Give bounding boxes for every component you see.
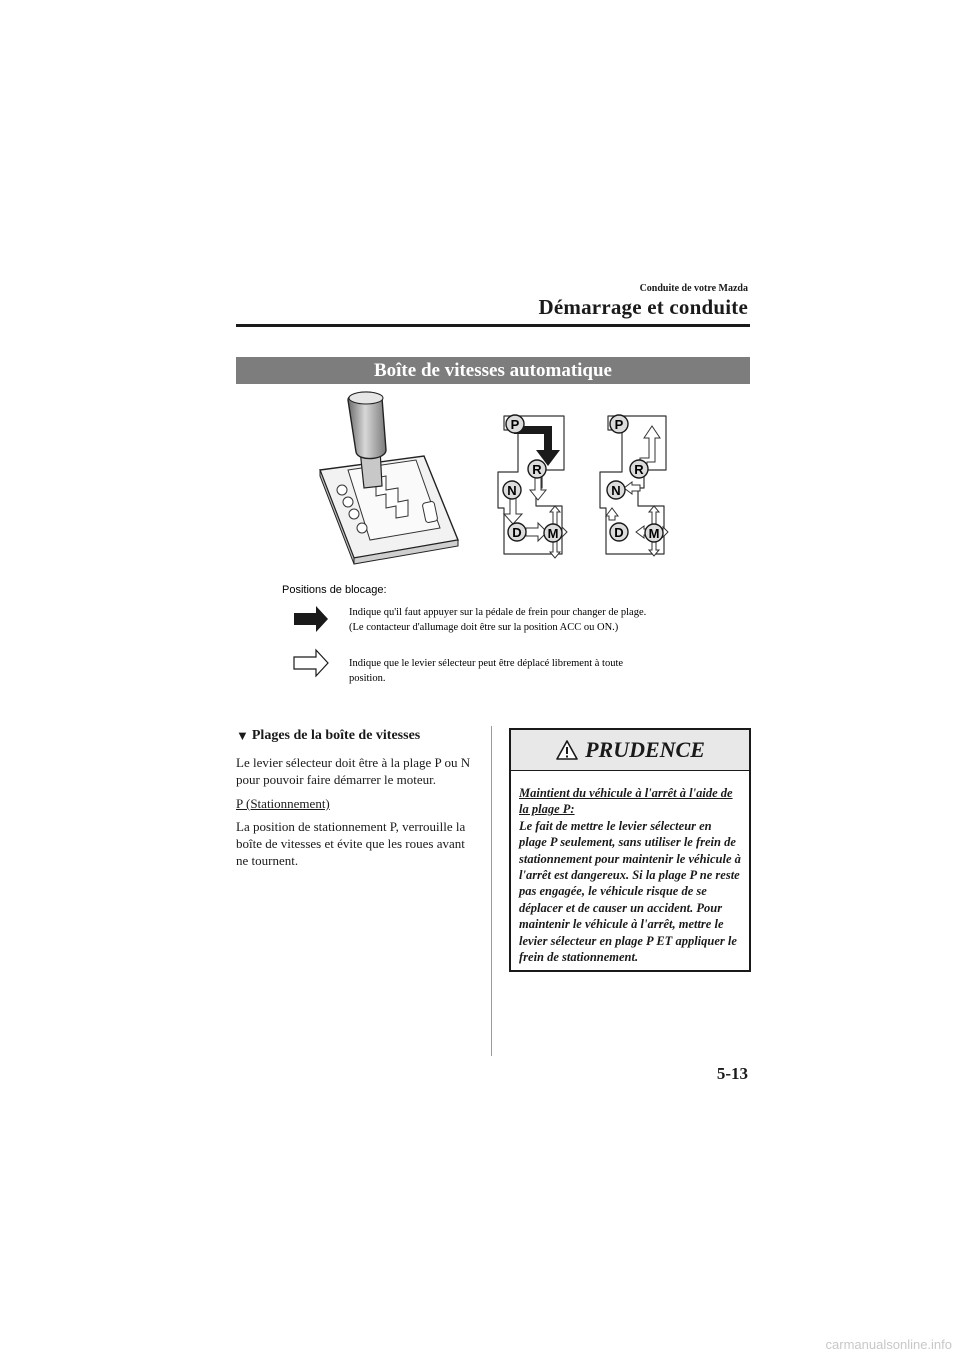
section-heading <box>236 728 476 744</box>
page-number: 5-13 <box>716 1064 748 1083</box>
chapter-title: Démarrage et conduite <box>538 295 748 319</box>
filled-arrow-icon <box>294 606 328 632</box>
shift-gate-figure <box>236 390 750 710</box>
outline-arrow-icon <box>294 650 328 676</box>
legend-brake-line2: (Le contacteur d'allumage doit être sur la position ACC ou ON.) <box>349 622 619 633</box>
gate1-letter-d: D <box>512 525 522 540</box>
intro-paragraph: Le levier sélecteur doit être à la plage P ou N pour pouvoir faire démarrer le moteur. <box>236 755 471 787</box>
gate2-letter-d: D <box>614 525 624 540</box>
warning-triangle-icon <box>555 739 579 761</box>
gate2-letter-p: P <box>614 417 624 432</box>
section-heading-text: Plages de la boîte de vitesses <box>251 728 421 743</box>
gate1-letter-p: P <box>510 417 520 432</box>
caution-box <box>509 728 751 972</box>
caution-text: Le fait de mettre le levier sélecteur en plage P seulement, sans utiliser le frein de stationnement pour maintenir le véhicule à l'arrêt est dangereux. Si la plage P ne reste pas engagée, le véhicule risque de se déplacer et de causer un accident. Pour maintenir le véhicule à l'arrêt, mettre le levier sélecteur en plage P ET appliquer le frein de stationnement. <box>519 818 741 965</box>
legend-free-line1: Indique que le levier sélecteur peut être déplacé librement à toute <box>349 658 624 669</box>
legend-brake-line1: Indique qu'il faut appuyer sur la pédale de frein pour changer de plage. <box>349 607 647 618</box>
chapter-label: Conduite de votre Mazda <box>639 283 748 294</box>
park-subheading: P (Stationnement) <box>236 796 330 811</box>
gate1-letter-n: N <box>507 483 517 498</box>
caution-body <box>511 771 749 965</box>
gate2-letter-m: M <box>648 526 660 541</box>
legend-free-line2: position. <box>349 673 386 684</box>
shift-lever-illustration <box>320 392 458 564</box>
gate2-letter-n: N <box>611 483 621 498</box>
gate1-letter-m: M <box>547 526 559 541</box>
legend-title: Positions de blocage: <box>282 584 387 596</box>
watermark: carmanualsonline.info <box>825 1337 952 1352</box>
park-paragraph: La position de stationnement P, verrouille la boîte de vitesses et évite que les roues avant ne tournent. <box>236 819 466 868</box>
main-text-column <box>236 728 476 877</box>
caution-header <box>511 730 749 771</box>
triangle-bullet-icon: ▼ <box>236 728 249 743</box>
header-divider <box>236 324 750 327</box>
caution-title: PRUDENCE <box>585 737 705 762</box>
gate1-letter-r: R <box>532 462 542 477</box>
section-banner: Boîte de vitesses automatique <box>236 357 750 384</box>
column-divider <box>491 726 492 1056</box>
caution-underlined-heading: Maintient du véhicule à l'arrêt à l'aide de la plage P: <box>519 786 733 817</box>
gate2-letter-r: R <box>634 462 644 477</box>
